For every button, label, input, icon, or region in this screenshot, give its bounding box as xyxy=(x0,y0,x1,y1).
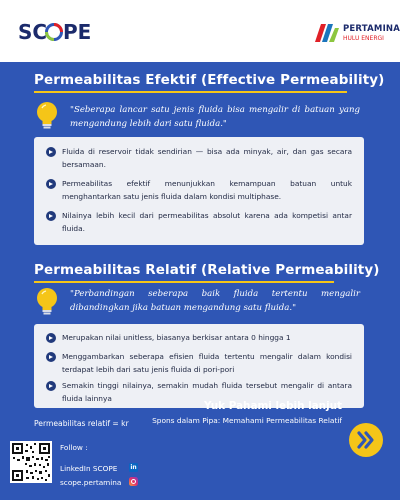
quote-effective: "Seberapa lancar satu jenis fluida bisa mengalir di batuan yang mengandung lebih dari satu fluida." xyxy=(70,105,360,129)
card-effective xyxy=(34,137,364,245)
lightbulb-icon xyxy=(34,287,60,317)
linkedin-icon[interactable]: in xyxy=(130,464,137,471)
svg-text:PE: PE xyxy=(63,20,92,44)
follow-label: Follow : xyxy=(60,443,88,452)
qr-code[interactable] xyxy=(10,441,52,483)
lightbulb-icon xyxy=(34,101,60,131)
section-title-relative: Permeabilitas Relatif (Relative Permeability) xyxy=(34,262,380,278)
pertamina-sub-text: HULU ENERGI xyxy=(343,35,384,42)
formula-text: Permeabilitas relatif = kr xyxy=(34,419,129,428)
instagram-link[interactable]: scope.pertamina xyxy=(60,478,122,487)
title-underline xyxy=(34,281,334,283)
linkedin-link[interactable]: LinkedIn SCOPE xyxy=(60,464,118,473)
cta-title: Yuk Pahami lebih lanjut xyxy=(204,400,342,412)
pertamina-mark-icon xyxy=(313,22,339,44)
list-item-text: Fluida di reservoir tidak sendirian — bisa ada minyak, air, dan gas secara bersamaan. xyxy=(62,147,352,169)
pertamina-brand-text: PERTAMINA xyxy=(343,24,400,34)
title-underline xyxy=(34,91,347,93)
double-chevron-right-icon xyxy=(349,423,383,457)
list-item-text: Merupakan nilai unitless, biasanya berkisar antara 0 hingga 1 xyxy=(62,333,291,342)
instagram-icon[interactable] xyxy=(129,477,138,486)
play-bullet-icon xyxy=(46,147,56,157)
list-item-text: Nilainya lebih kecil dari permeabilitas absolut karena ada kompetisi antar fluida. xyxy=(62,211,352,233)
scope-logo xyxy=(18,20,98,44)
play-bullet-icon xyxy=(46,211,56,221)
list-item-text: Permeabilitas efektif menunjukkan kemampuan batuan untuk menghantarkan satu jenis fluida dalam kondisi multiphase. xyxy=(62,179,352,201)
play-bullet-icon xyxy=(46,352,56,362)
play-bullet-icon xyxy=(46,179,56,189)
list-item-text: Menggambarkan seberapa efisien fluida tertentu mengalir dalam kondisi terdapat lebih dari satu jenis fluida di pori-pori xyxy=(62,352,352,374)
section-title-effective: Permeabilitas Efektif (Effective Permeability) xyxy=(34,72,385,88)
svg-text:SC: SC xyxy=(18,20,48,44)
cta-subtitle: Spons dalam Pipa: Memahami Permeabilitas Relatif xyxy=(152,416,342,425)
quote-relative: "Perbandingan seberapa baik fluida tertentu mengalir dibandingkan jika batuan mengandung satu fluida." xyxy=(70,289,360,313)
play-bullet-icon xyxy=(46,381,56,391)
pertamina-logo xyxy=(313,22,400,48)
list-item-text: Semakin tinggi nilainya, semakin mudah fluida tersebut mengalir di antara fluida lainnya xyxy=(62,381,352,403)
card-relative xyxy=(34,324,364,408)
header-bar xyxy=(0,0,400,62)
next-button[interactable] xyxy=(349,423,383,457)
play-bullet-icon xyxy=(46,333,56,343)
